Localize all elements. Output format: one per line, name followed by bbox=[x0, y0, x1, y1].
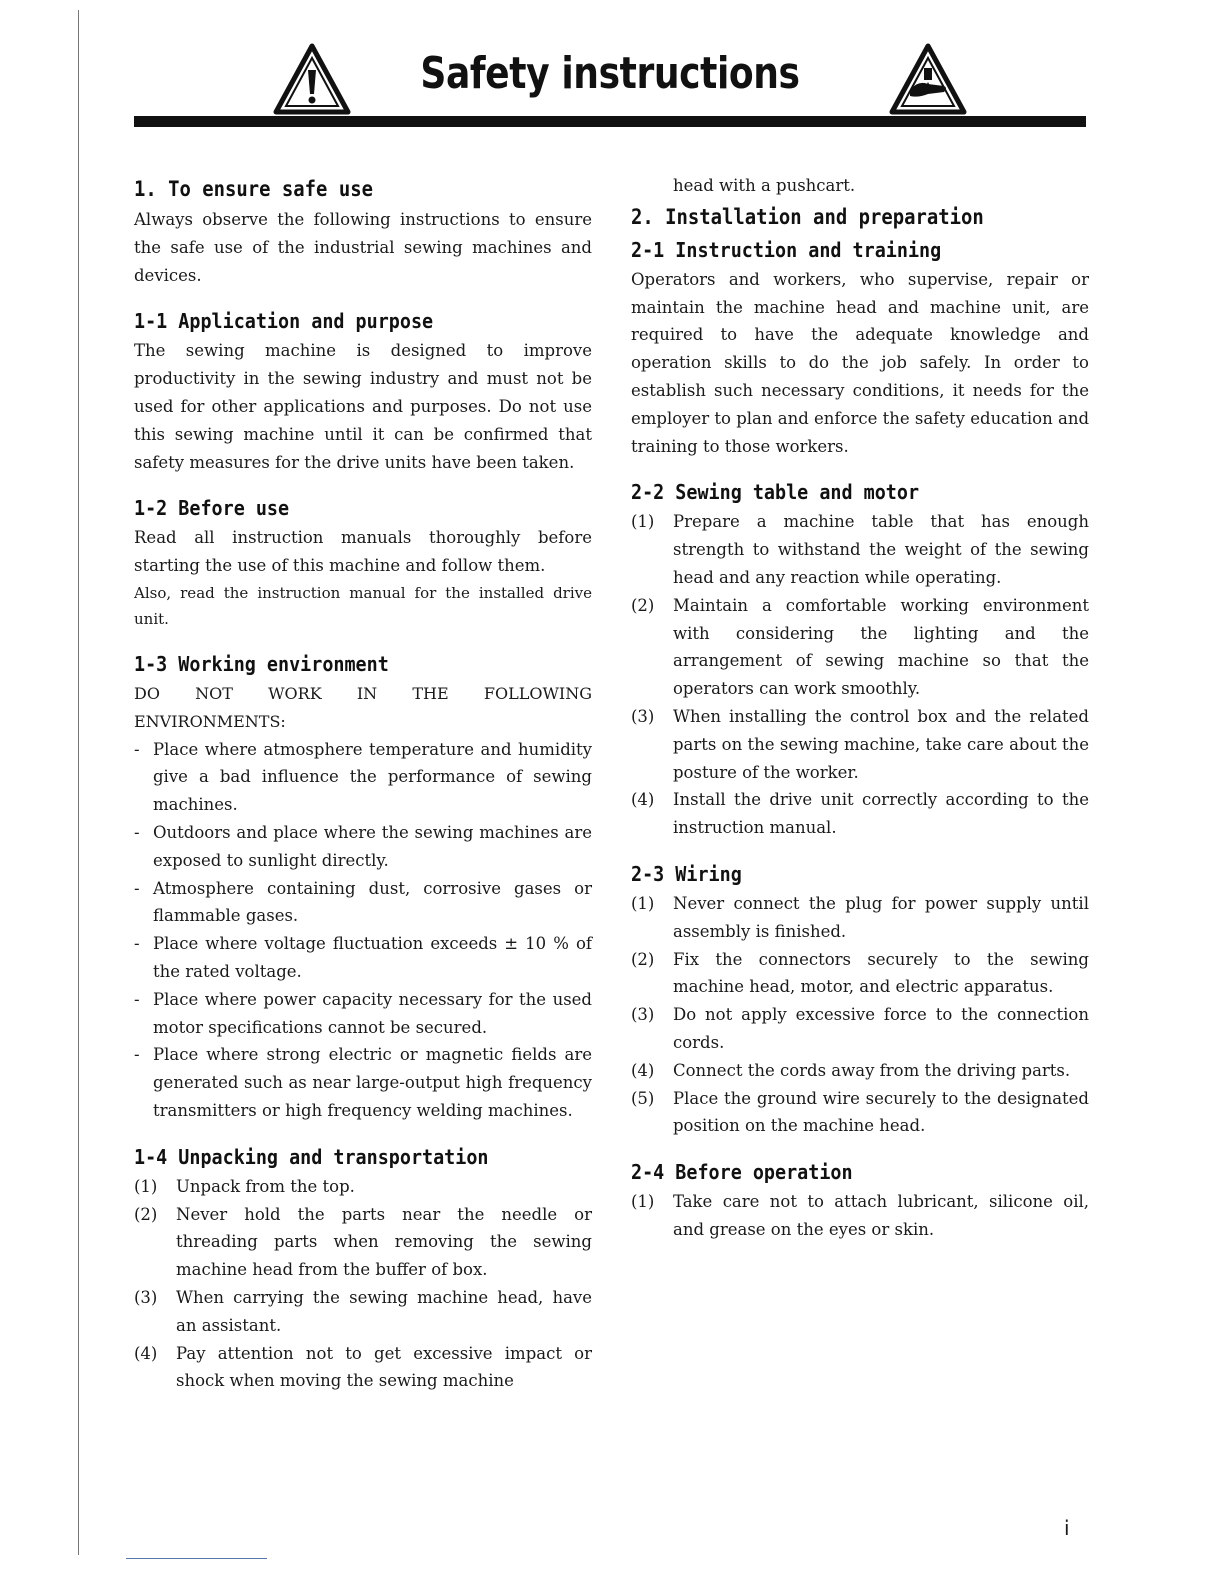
operation-item: (1) Take care not to attach lubricant, silicone oil, and grease on the eyes or skin. bbox=[631, 1192, 1089, 1239]
unpacking-item: (2) Never hold the parts near the needle or threading parts when removing the sewing machine head from the buffer of box. bbox=[134, 1204, 592, 1280]
section-2-title: 2. Installation and preparation bbox=[631, 204, 984, 229]
left-column bbox=[134, 172, 592, 1395]
section-2-4-title: 2-4 Before operation bbox=[631, 1160, 853, 1185]
section-1-2-text: Read all instruction manuals thoroughly before starting the use of this machine and follow them. bbox=[134, 528, 592, 576]
left-margin-line bbox=[78, 10, 79, 1555]
section-1-2-title: 1-2 Before use bbox=[134, 496, 290, 521]
unpacking-item: (4) Pay attention not to get excessive impact or shock when moving the sewing machine bbox=[134, 1343, 592, 1391]
section-2-3-title: 2-3 Wiring bbox=[631, 861, 742, 886]
wiring-item: (3) Do not apply excessive force to the connection cords. bbox=[631, 1005, 1089, 1052]
section-1-3-intro: DO NOT WORK IN THE FOLLOWING ENVIRONMENTS: bbox=[134, 683, 592, 731]
section-1-1-text: The sewing machine is designed to improve productivity in the sewing industry and must not be used for other applications and purposes. Do not use this sewing machine until it can be confirmed that safety measures for the drive units have been taken. bbox=[134, 341, 592, 472]
environment-item: - Place where strong electric or magnetic fields are generated such as near large-output high frequency transmitters or high frequency welding machines. bbox=[134, 1041, 592, 1124]
section-1-text: Always observe the following instructions to ensure the safe use of the industrial sewing machines and devices. bbox=[134, 210, 592, 285]
environment-item: - Place where atmosphere temperature and humidity give a bad influence the performance of sewing machines. bbox=[134, 736, 592, 819]
wiring-item: (5) Place the ground wire securely to the designated position on the machine head. bbox=[631, 1088, 1089, 1136]
bottom-margin-line bbox=[126, 1558, 267, 1559]
page-title: Safety instructions bbox=[420, 48, 800, 99]
continued-text: head with a pushcart. bbox=[673, 176, 856, 195]
header-rule bbox=[134, 116, 1086, 127]
environment-item: - Atmosphere containing dust, corrosive gases or flammable gases. bbox=[134, 875, 592, 931]
table-motor-item: (4) Install the drive unit correctly according to the instruction manual. bbox=[631, 790, 1089, 838]
section-2-2-title: 2-2 Sewing table and motor bbox=[631, 480, 920, 505]
section-2-1-title: 2-1 Instruction and training bbox=[631, 237, 942, 262]
right-column bbox=[631, 172, 1089, 1244]
hand-hazard-triangle-icon bbox=[888, 42, 968, 116]
wiring-item: (2) Fix the connectors securely to the sewing machine head, motor, and electric apparatus. bbox=[631, 949, 1089, 997]
table-motor-item: (3) When installing the control box and the related parts on the sewing machine, take care about the posture of the worker. bbox=[631, 706, 1089, 782]
unpacking-item: (3) When carrying the sewing machine head, have an assistant. bbox=[134, 1287, 592, 1335]
section-1-4-title: 1-4 Unpacking and transportation bbox=[134, 1144, 489, 1169]
section-1-3-title: 1-3 Working environment bbox=[134, 651, 389, 676]
section-1-title: 1. To ensure safe use bbox=[134, 177, 373, 201]
table-motor-item: (2) Maintain a comfortable working environment with considering the lighting and the arrangement of sewing machine so that the operators can work smoothly. bbox=[631, 595, 1089, 699]
section-1-2-note: Also, read the instruction manual for the installed drive unit. bbox=[134, 583, 592, 628]
wiring-item: (1) Never connect the plug for power supply until assembly is finished. bbox=[631, 893, 1089, 941]
section-2-1-text: Operators and workers, who supervise, repair or maintain the machine head and machine unit, are required to have the adequate knowledge and operation skills to do the job safely. In order to establish such necessary conditions, it needs for the employer to plan and enforce the safety education and training to those workers. bbox=[631, 269, 1090, 456]
section-1-1-title: 1-1 Application and purpose bbox=[134, 309, 434, 334]
environment-item: - Place where power capacity necessary for the used motor specifications cannot be secured. bbox=[134, 986, 592, 1042]
page-header bbox=[134, 38, 1086, 128]
page-number: i bbox=[1064, 1516, 1070, 1540]
environment-item: - Place where voltage fluctuation exceeds ± 10 % of the rated voltage. bbox=[134, 930, 592, 986]
environment-item: - Outdoors and place where the sewing machines are exposed to sunlight directly. bbox=[134, 819, 592, 875]
table-motor-item: (1) Prepare a machine table that has enough strength to withstand the weight of the sewing head and any reaction while operating. bbox=[631, 512, 1089, 587]
unpacking-item: (1) Unpack from the top. bbox=[134, 1176, 355, 1196]
wiring-item: (4) Connect the cords away from the driving parts. bbox=[631, 1060, 1071, 1080]
